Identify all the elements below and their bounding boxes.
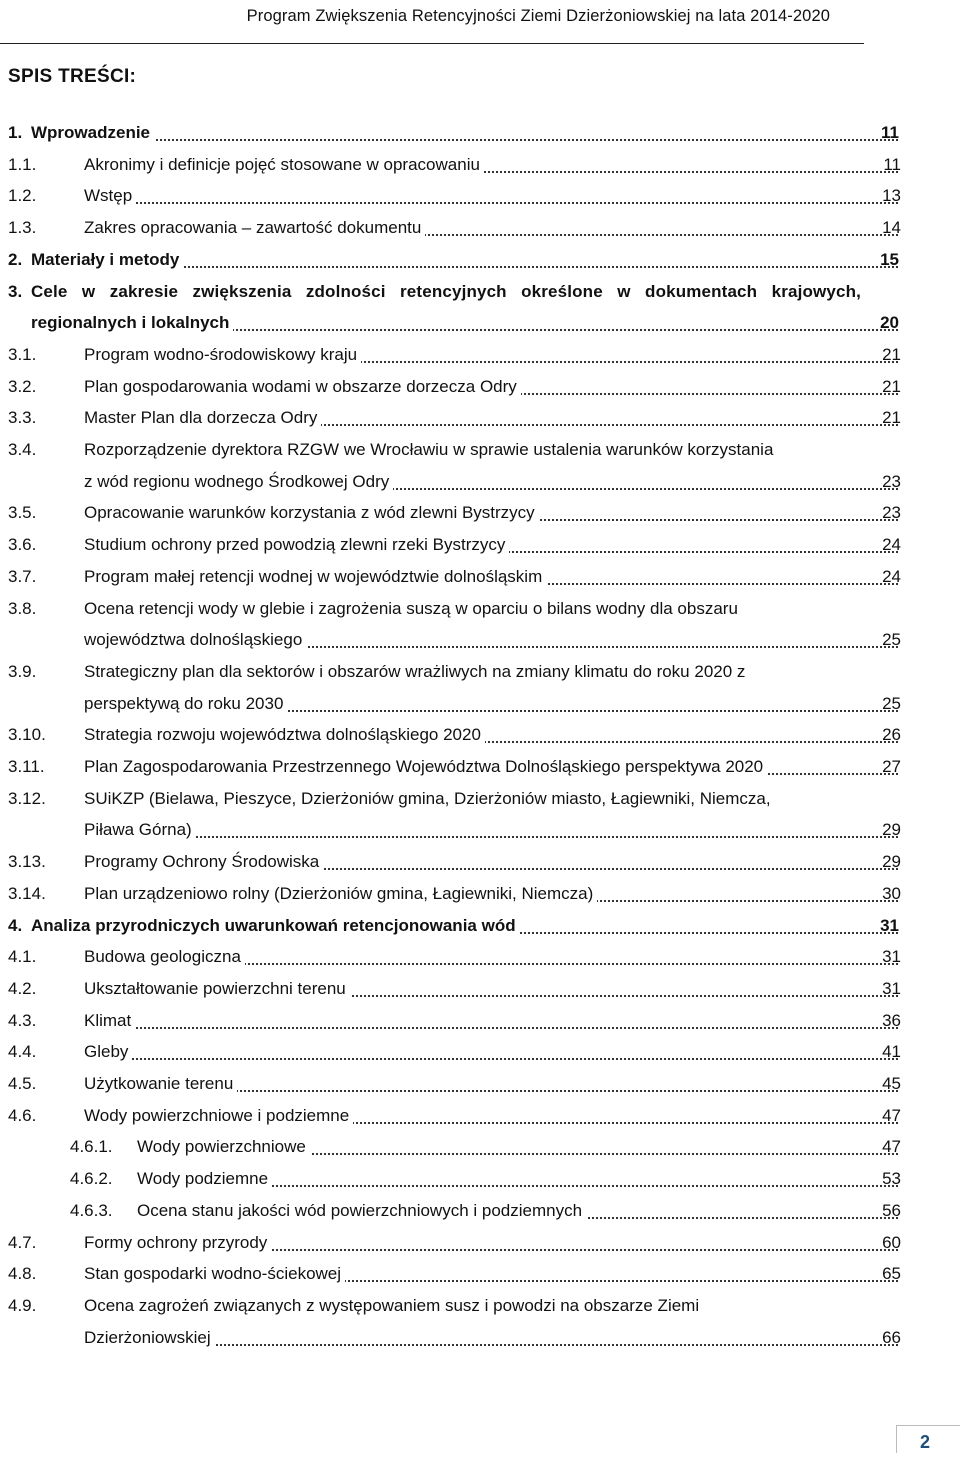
toc-entry-number: 4.3. xyxy=(8,1010,37,1030)
toc-entry-page: 26 xyxy=(882,725,901,745)
toc-entry-continuation[interactable] xyxy=(0,815,960,845)
toc-entry-page: 21 xyxy=(882,376,901,396)
toc-entry-title: Ukształtowanie powierzchni terenu xyxy=(84,979,350,998)
toc-entry-number: 1.2. xyxy=(8,186,37,206)
toc-entry[interactable] xyxy=(0,1037,960,1067)
toc-entry-number: 3. xyxy=(8,281,23,301)
toc-entry-page: 36 xyxy=(882,1010,901,1030)
toc-entry-leader xyxy=(84,752,898,782)
toc-entry-title: Materiały i metody xyxy=(31,250,183,269)
toc-entry[interactable] xyxy=(0,784,960,814)
toc-entry-page: 41 xyxy=(882,1042,901,1062)
toc-entry-leader xyxy=(84,1259,898,1289)
toc-entry-leader xyxy=(84,498,898,528)
toc-entry-number: 3.1. xyxy=(8,344,37,364)
toc-entry-leader xyxy=(84,1006,898,1036)
toc-entry-leader xyxy=(84,815,898,845)
toc-entry-title: Studium ochrony przed powodzią zlewni rzeki Bystrzycy xyxy=(84,535,509,554)
toc-entry-page: 65 xyxy=(882,1264,901,1284)
toc-entry[interactable] xyxy=(0,372,960,402)
toc-entry[interactable] xyxy=(0,213,960,243)
toc-entry-title: Ocena stanu jakości wód powierzchniowych i podziemnych xyxy=(137,1201,586,1220)
toc-entry-page: 25 xyxy=(882,630,901,650)
toc-entry-leader xyxy=(31,911,898,941)
toc-entry-number: 4.6.2. xyxy=(70,1169,113,1189)
toc-entry-number: 3.5. xyxy=(8,503,37,523)
toc-entry[interactable] xyxy=(0,752,960,782)
toc-entry[interactable] xyxy=(0,847,960,877)
toc-entry[interactable] xyxy=(0,498,960,528)
toc-entry[interactable] xyxy=(0,720,960,750)
toc-entry-title: Gleby xyxy=(84,1042,132,1061)
toc-entry-title: Strategiczny plan dla sektorów i obszarów wrażliwych na zmiany klimatu do roku 2020 z xyxy=(84,661,746,681)
toc-entry[interactable] xyxy=(0,181,960,211)
page-number: 2 xyxy=(919,1432,930,1452)
toc-entry-title: regionalnych i lokalnych xyxy=(31,313,233,332)
toc-entry-title: Piława Górna) xyxy=(84,820,196,839)
toc-entry-page: 14 xyxy=(882,218,901,238)
toc-entry-page: 47 xyxy=(882,1105,901,1125)
toc-entry-continuation[interactable] xyxy=(0,1323,960,1353)
toc-entry-number: 4.9. xyxy=(8,1295,37,1315)
toc-entry-leader xyxy=(84,562,898,592)
toc-entry-leader xyxy=(84,1323,898,1353)
toc-entry-number: 3.13. xyxy=(8,852,46,872)
toc-entry-page: 23 xyxy=(882,503,901,523)
toc-entry-leader xyxy=(84,689,898,719)
toc-entry-title: Cele w zakresie zwiększenia zdolności retencyjnych określone w dokumentach krajowych, xyxy=(31,281,861,301)
toc-entry-page: 30 xyxy=(882,883,901,903)
toc-entry-title: Akronimy i definicje pojęć stosowane w opracowaniu xyxy=(84,155,484,174)
toc-entry[interactable] xyxy=(0,562,960,592)
toc-entry-leader xyxy=(137,1132,898,1162)
toc-entry-page: 11 xyxy=(881,123,899,142)
toc-entry-number: 1.3. xyxy=(8,218,37,238)
toc-entry-leader xyxy=(84,403,898,433)
toc-entry-title: Ocena retencji wody w glebie i zagrożenia suszą w oparciu o bilans wodny dla obszaru xyxy=(84,598,738,618)
toc-entry-title: Użytkowanie terenu xyxy=(84,1074,237,1093)
toc-entry-page: 45 xyxy=(882,1074,901,1093)
toc-entry-title: Plan Zagospodarowania Przestrzennego Województwa Dolnośląskiego perspektywa 2020 xyxy=(84,757,767,776)
page-number-frame-top xyxy=(896,1425,960,1426)
toc-entry-title: Strategia rozwoju województwa dolnośląskiego 2020 xyxy=(84,725,485,744)
toc-entry-continuation[interactable] xyxy=(0,625,960,655)
toc-entry[interactable] xyxy=(0,1164,960,1194)
dot-leader xyxy=(84,202,898,204)
toc-entry-leader xyxy=(84,1101,898,1131)
toc-entry-continuation[interactable] xyxy=(0,308,960,338)
toc-entry[interactable] xyxy=(0,942,960,972)
toc-entry[interactable] xyxy=(0,277,960,307)
toc-entry[interactable] xyxy=(0,594,960,624)
toc-entry-leader xyxy=(84,181,898,211)
toc-entry-title: Wstęp xyxy=(84,186,136,205)
toc-entry-title: Program małej retencji wodnej w województwie dolnośląskim xyxy=(84,567,546,586)
toc-entry-page: 20 xyxy=(880,313,899,333)
toc-entry-title: SUiKZP (Bielawa, Pieszyce, Dzierżoniów gmina, Dzierżoniów miasto, Łagiewniki, Niemcza, xyxy=(84,788,771,808)
toc-entry-leader xyxy=(84,879,898,909)
toc-entry-leader xyxy=(31,118,898,148)
header-title: Program Zwiększenia Retencyjności Ziemi Dzierżoniowskiej na lata 2014-2020 xyxy=(246,7,830,25)
toc-entry[interactable] xyxy=(0,879,960,909)
toc-entry[interactable] xyxy=(0,245,960,275)
toc-entry-title: Analiza przyrodniczych uwarunkowań retencjonowania wód xyxy=(31,916,520,935)
toc-entry-number: 4.6. xyxy=(8,1105,37,1125)
toc-entry-leader xyxy=(31,245,898,275)
toc-entry-number: 3.3. xyxy=(8,408,37,428)
toc-entry-number: 4. xyxy=(8,915,23,935)
toc-entry-number: 3.14. xyxy=(8,883,46,903)
toc-entry-number: 4.5. xyxy=(8,1074,37,1093)
toc-entry-number: 3.7. xyxy=(8,566,37,586)
toc-entry-number: 4.1. xyxy=(8,947,37,967)
toc-entry-leader xyxy=(84,1069,898,1099)
toc-entry[interactable] xyxy=(0,657,960,687)
toc-entry-continuation[interactable] xyxy=(0,689,960,719)
toc-entry-number: 1.1. xyxy=(8,154,37,174)
toc-entry-number: 1. xyxy=(8,123,23,142)
toc-entry-page: 56 xyxy=(882,1200,901,1220)
toc-entry-page: 29 xyxy=(882,820,901,840)
toc-entry-number: 3.12. xyxy=(8,788,46,808)
toc-entry-leader xyxy=(31,308,898,338)
toc-entry[interactable] xyxy=(0,150,960,180)
toc-entry-page: 47 xyxy=(882,1137,901,1157)
toc-entry-number: 4.4. xyxy=(8,1042,37,1062)
toc-entry-leader xyxy=(84,942,898,972)
toc-entry[interactable] xyxy=(0,974,960,1004)
toc-entry-page: 24 xyxy=(882,535,901,555)
toc-entry[interactable] xyxy=(0,340,960,370)
toc-entry-page: 66 xyxy=(882,1327,901,1347)
toc-entry-page: 31 xyxy=(880,915,899,935)
toc-entry-page: 21 xyxy=(882,344,901,364)
toc-entry-page: 15 xyxy=(880,249,899,269)
toc-entry-page: 23 xyxy=(882,471,901,491)
toc-entry-title: Opracowanie warunków korzystania z wód zlewni Bystrzycy xyxy=(84,503,539,522)
toc-entry-page: 11 xyxy=(883,154,901,174)
toc-entry-number: 3.8. xyxy=(8,598,37,618)
toc-entry-page: 25 xyxy=(882,693,901,713)
toc-entry-leader xyxy=(84,1037,898,1067)
toc-entry-title: Dzierżoniowskiej xyxy=(84,1328,215,1347)
toc-entry-title: Master Plan dla dorzecza Odry xyxy=(84,408,321,427)
toc-entry-leader xyxy=(84,213,898,243)
toc-entry-title: Plan urządzeniowo rolny (Dzierżoniów gmina, Łagiewniki, Niemcza) xyxy=(84,884,597,903)
toc-entry-title: Wody powierzchniowe xyxy=(137,1137,310,1156)
toc-entry-title: perspektywą do roku 2030 xyxy=(84,694,287,713)
toc-entry-continuation[interactable] xyxy=(0,467,960,497)
toc-entry-title: z wód regionu wodnego Środkowej Odry xyxy=(84,472,393,491)
toc-title: SPIS TREŚCI: xyxy=(8,66,137,87)
toc-entry-title: Stan gospodarki wodno-ściekowej xyxy=(84,1264,345,1283)
toc-entry[interactable] xyxy=(0,1259,960,1289)
toc-entry-page: 27 xyxy=(882,757,901,776)
toc-entry-title: Wprowadzenie xyxy=(31,123,154,142)
toc-entry-leader xyxy=(84,720,898,750)
toc-entry[interactable] xyxy=(0,435,960,465)
toc-entry-page: 13 xyxy=(882,186,901,206)
toc-entry-title: Wody powierzchniowe i podziemne xyxy=(84,1106,353,1125)
toc-entry-leader xyxy=(84,150,898,180)
toc-entry-leader xyxy=(84,467,898,497)
toc-entry-leader xyxy=(84,847,898,877)
dot-leader xyxy=(84,1027,898,1029)
toc-entry-title: Zakres opracowania – zawartość dokumentu xyxy=(84,218,425,237)
toc-entry-number: 3.11. xyxy=(8,757,45,776)
dot-leader xyxy=(84,836,898,838)
toc-entry-leader xyxy=(84,625,898,655)
toc-entry-leader xyxy=(84,340,898,370)
toc-entry-title: Ocena zagrożeń związanych z występowaniem susz i powodzi na obszarze Ziemi xyxy=(84,1295,700,1315)
toc-entry[interactable] xyxy=(0,1006,960,1036)
dot-leader xyxy=(31,139,898,141)
toc-entry[interactable] xyxy=(0,1291,960,1321)
toc-entry-number: 4.6.3. xyxy=(70,1200,113,1220)
toc-entry-number: 2. xyxy=(8,249,23,269)
toc-entry[interactable] xyxy=(0,1132,960,1162)
toc-entry[interactable] xyxy=(0,1069,960,1099)
toc-entry-number: 3.9. xyxy=(8,661,37,681)
toc-entry-title: województwa dolnośląskiego xyxy=(84,630,306,649)
toc-entry-title: Program wodno-środowiskowy kraju xyxy=(84,345,361,364)
toc-entry-number: 3.4. xyxy=(8,440,37,459)
toc-entry-leader xyxy=(84,530,898,560)
toc-entry[interactable] xyxy=(0,403,960,433)
toc-entry[interactable] xyxy=(0,1101,960,1131)
toc-entry-title: Klimat xyxy=(84,1011,135,1030)
toc-entry-page: 31 xyxy=(882,947,901,967)
toc-entry-number: 4.2. xyxy=(8,978,37,998)
toc-entry[interactable] xyxy=(0,911,960,941)
toc-entry-leader xyxy=(84,1228,898,1258)
toc-entry-page: 31 xyxy=(882,978,901,998)
toc-entry-title: Wody podziemne xyxy=(137,1169,272,1188)
toc-entry[interactable] xyxy=(0,118,960,148)
toc-entry-page: 53 xyxy=(882,1169,901,1189)
toc-entry-title: Budowa geologiczna xyxy=(84,947,245,966)
toc-entry-number: 4.7. xyxy=(8,1232,37,1252)
toc-entry-page: 60 xyxy=(882,1232,901,1252)
toc-entry-leader xyxy=(137,1196,898,1226)
toc-entry-leader xyxy=(137,1164,898,1194)
page-number-frame xyxy=(896,1425,897,1453)
toc-entry-number: 3.10. xyxy=(8,725,46,745)
toc-entry[interactable] xyxy=(0,1196,960,1226)
toc-entry-title: Plan gospodarowania wodami w obszarze dorzecza Odry xyxy=(84,377,521,396)
dot-leader xyxy=(84,1058,898,1060)
toc-entry[interactable] xyxy=(0,530,960,560)
toc-entry-page: 21 xyxy=(882,408,901,428)
toc-entry-number: 4.8. xyxy=(8,1264,37,1284)
toc-entry-leader xyxy=(84,372,898,402)
toc-entry-title: Programy Ochrony Środowiska xyxy=(84,852,323,871)
toc-entry-number: 3.6. xyxy=(8,535,37,555)
toc-entry-leader xyxy=(84,974,898,1004)
toc-entry-title: Formy ochrony przyrody xyxy=(84,1233,271,1252)
toc-entry-number: 4.6.1. xyxy=(70,1137,113,1157)
toc-entry-page: 29 xyxy=(882,852,901,872)
toc-entry[interactable] xyxy=(0,1228,960,1258)
toc-entry-page: 24 xyxy=(882,566,901,586)
toc-entry-number: 3.2. xyxy=(8,376,37,396)
toc-entry-title: Rozporządzenie dyrektora RZGW we Wrocławiu w sprawie ustalenia warunków korzystania xyxy=(84,440,774,459)
